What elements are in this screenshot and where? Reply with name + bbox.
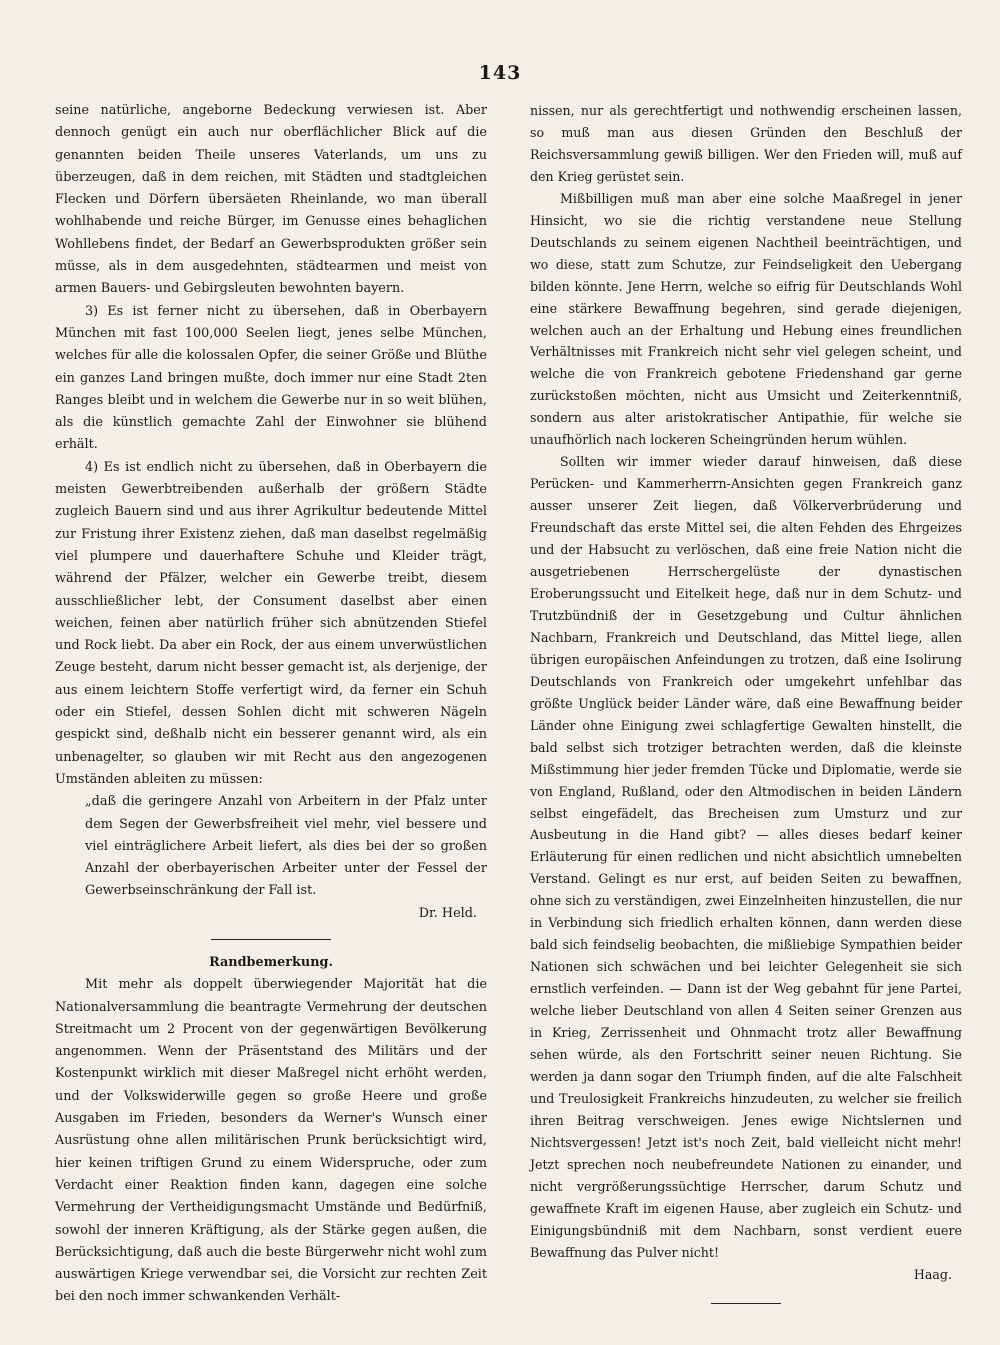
end-divider: [711, 1303, 781, 1304]
paragraph: Mißbilligen muß man aber eine solche Maaßregel in jener Hinsicht, wo sie die richtig verstandene neue Stellung Deutschlands zu seinem eigenen Nachtheil beeinträchtigen, und wo diese, statt zum Schutze, zur Feindseligkeit den Uebergang bilden könnte. Jene Herrn, welche so eifrig für Deutschlands Wohl eine stärkere Bewaffnung begehren, sind gerade diejenigen, welchen auch an der Erhaltung und Hebung eines freundlichen Verhältnisses mit Frankreich nicht sehr viel gelegen scheint, und welche die von Frankreich gebotene Friedenshand gar gerne zurückstoßen möchten, nicht aus Umsicht und Zeiterkenntniß, sondern aus alter aristokratischer Antipathie, für welche sie unaufhörlich nach lockeren Scheingründen herum wühlen.: [530, 190, 962, 448]
paragraph: Sollten wir immer wieder darauf hinweisen, daß diese Perücken- und Kammerherrn-Ansichten gegen Frankreich ganz ausser unserer Zeit liegen, daß Völkerverbrüderung und Freundschaft das erste Mittel sei, die alten Fehden des Ehrgeizes und der Habsucht zu verlöschen, daß eine freie Nation nicht die ausgetriebenen Herrschergelüste der dynastischen Eroberungssucht und Eitelkeit hege, daß nur in dem Schutz- und Trutzbündniß der in Gesetzgebung und Cultur ähnlichen Nachbarn, Frankreich und Deutschland, das Mittel liege, allen übrigen europäischen Anfeindungen zu trotzen, daß eine Isolirung Deutschlands von Frankreich oder umgekehrt unfehlbar das größte Unglück beider Länder wäre, daß eine Bewaffnung beider Länder ohne Einigung zwei schlagfertige Gewalten hinstellt, die bald selbst sich trotziger betrachten werden, daß die kleinste Mißstimmung hier jeder fremden Tücke und Diplomatie, werde sie von England, Rußland, oder den Altmodischen in beiden Ländern selbst eingefädelt, das Brecheisen zum Umsturz und zur Ausbeutung in die Hand gibt? — alles dieses bedarf keiner Erläuterung für einen redlichen und nicht absichtlich umnebelten Verstand. Gelingt es nur erst, auf beiden Seiten zu bewaffnen, ohne sich zu verständigen, zwei Einzelnheiten hinzustellen, die nur in Verbindung sich friedlich erhalten können, dann werden diese bald sich feindselig beobachten, die mißliebige Sympathien beider Nationen sich schwächen und bei leichter Gelegenheit sie sich ernstlich verfeinden. — Dann ist der Weg gebahnt für jene Partei, welche lieber Deutschland von allen 4 Seiten seiner Grenzen aus in Krieg, Zerrissenheit und Ohnmacht trotz aller Bewaffnung sehen würde, als den Fortschritt seiner neuen Richtung. Sie werden ja dann sogar den Triumph finden, auf die alte Falschheit und Treulosigkeit Frankreichs hinzudeuten, zu welcher sie freilich ihren Beitrag verschweigen. Jenes ewige Nichtslernen und Nichtsvergessen! Jetzt ist's noch Zeit, bald vielleicht nicht mehr! Jetzt sprechen noch neubefreundete Nationen zu einander, und nicht vergrößerungssüchtige Herrscher, darum Schutz und gewaffnete Kraft im eigenen Hause, aber zugleich ein Schutz- und Einigungsbündniß mit dem Nachbarn, sonst verdient euere Bewaffnung das Pulver nicht!: [530, 454, 962, 1260]
paragraph: 4) Es ist endlich nicht zu übersehen, daß in Oberbayern die meisten Gewerbtreibenden außerhalb der größern Städte zugleich Bauern sind und aus ihrer Agrikultur bedeutende Mittel zur Fristung ihrer Existenz ziehen, daß man daselbst regelmäßig viel plumpere und dauerhaftere Schuhe und Kleider trägt, während der Pfälzer, welcher ein Gewerbe treibt, diesem ausschließlicher lebt, der Consument daselbst aber einen weichen, feinen aber natürlich früher sich abnützenden Stiefel und Rock liebt. Da aber ein Rock, der aus einem unverwüstlichen Zeuge besteht, darum nicht besser gemacht ist, als derjenige, der aus einem leichtern Stoffe verfertigt wird, da ferner ein Schuh oder ein Stiefel, dessen Sohlen dicht mit schweren Nägeln gespickt sind, deßhalb nicht ein besserer genannt wird, als ein unbenagelter, so glauben wir mit Recht aus den angezogenen Umständen ableiten zu müssen:: [55, 459, 487, 787]
author-signature: Haag.: [913, 1266, 952, 1282]
paragraph: nissen, nur als gerechtfertigt und nothwendig erscheinen lassen, so muß man aus diesen Gründen den Beschluß der Reichsversammlung gewiß billigen. Wer den Frieden will, muß auf den Krieg gerüstet sein.: [530, 103, 962, 184]
author-signature: Dr. Held.: [418, 905, 477, 921]
page-number: 143: [478, 62, 522, 84]
paragraph: 3) Es ist ferner nicht zu übersehen, daß in Oberbayern München mit fast 100,000 Seelen liegt, jenes selbe München, welches für alle die kolossalen Opfer, die seiner Größe und Blüthe ein ganzes Land bringen mußte, doch immer nur eine Stadt 2ten Ranges bleibt und in welchem die Gewerbe nur in so weit blühen, als die künstlich gemachte Zahl der Einwohner sie blühend erhält.: [55, 303, 487, 453]
paragraph: seine natürliche, angeborne Bedeckung verwiesen ist. Aber dennoch genügt ein auch nur oberflächlicher Blick auf die genannten beiden Theile unseres Vaterlands, um uns zu überzeugen, daß in dem reichen, mit Städten und stadtgleichen Flecken und Dörfern übersäeten Rheinlande, wo man überall wohlhabende und reiche Bürger, im Genusse eines behaglichen Wohllebens findet, der Bedarf an Gewerbsprodukten größer sein müsse, als in dem ausgedehnten, städtearmen und meist von armen Bauers- und Gebirgsleuten bewohnten bayern.: [55, 103, 487, 297]
right-column: [530, 100, 962, 1304]
section-heading: Randbemerkung.: [209, 954, 333, 970]
left-column: [55, 100, 487, 1309]
section-divider: [211, 939, 331, 940]
block-quote: „daß die geringere Anzahl von Arbeitern in der Pfalz unter dem Segen der Gewerbsfreiheit viel mehr, viel bessere und viel einträglichere Arbeit liefert, als dies bei der so großen Anzahl der oberbayerischen Arbeiter unter der Fessel der Gewerbseinschränkung der Fall ist.: [85, 794, 487, 899]
paragraph: Mit mehr als doppelt überwiegender Majorität hat die Nationalversammlung die beantragte Vermehrung der deutschen Streitmacht um 2 Procent von der gegenwärtigen Bevölkerung angenommen. Wenn der Präsentstand des Militärs und der Kostenpunkt wirklich mit dieser Maßregel nicht erhöht werden, und der Volkswiderwille gegen so große Heere und große Ausgaben im Frieden, besonders da Werner's Wunsch einer Ausrüstung ohne allen militärischen Prunk berücksichtigt wird, hier keinen triftigen Grund zu einem Widerspruche, oder zum Verdacht einer Reaktion finden kann, dagegen eine solche Vermehrung der Vertheidigungsmacht Umstände und Bedürfniß, sowohl der inneren Kräftigung, als der Stärke gegen außen, die Berücksichtigung, daß auch die beste Bürgerwehr nicht wohl zum auswärtigen Kriege verwendbar sei, die Vorsicht zur rechten Zeit bei den noch immer schwankenden Verhält-: [55, 977, 487, 1305]
